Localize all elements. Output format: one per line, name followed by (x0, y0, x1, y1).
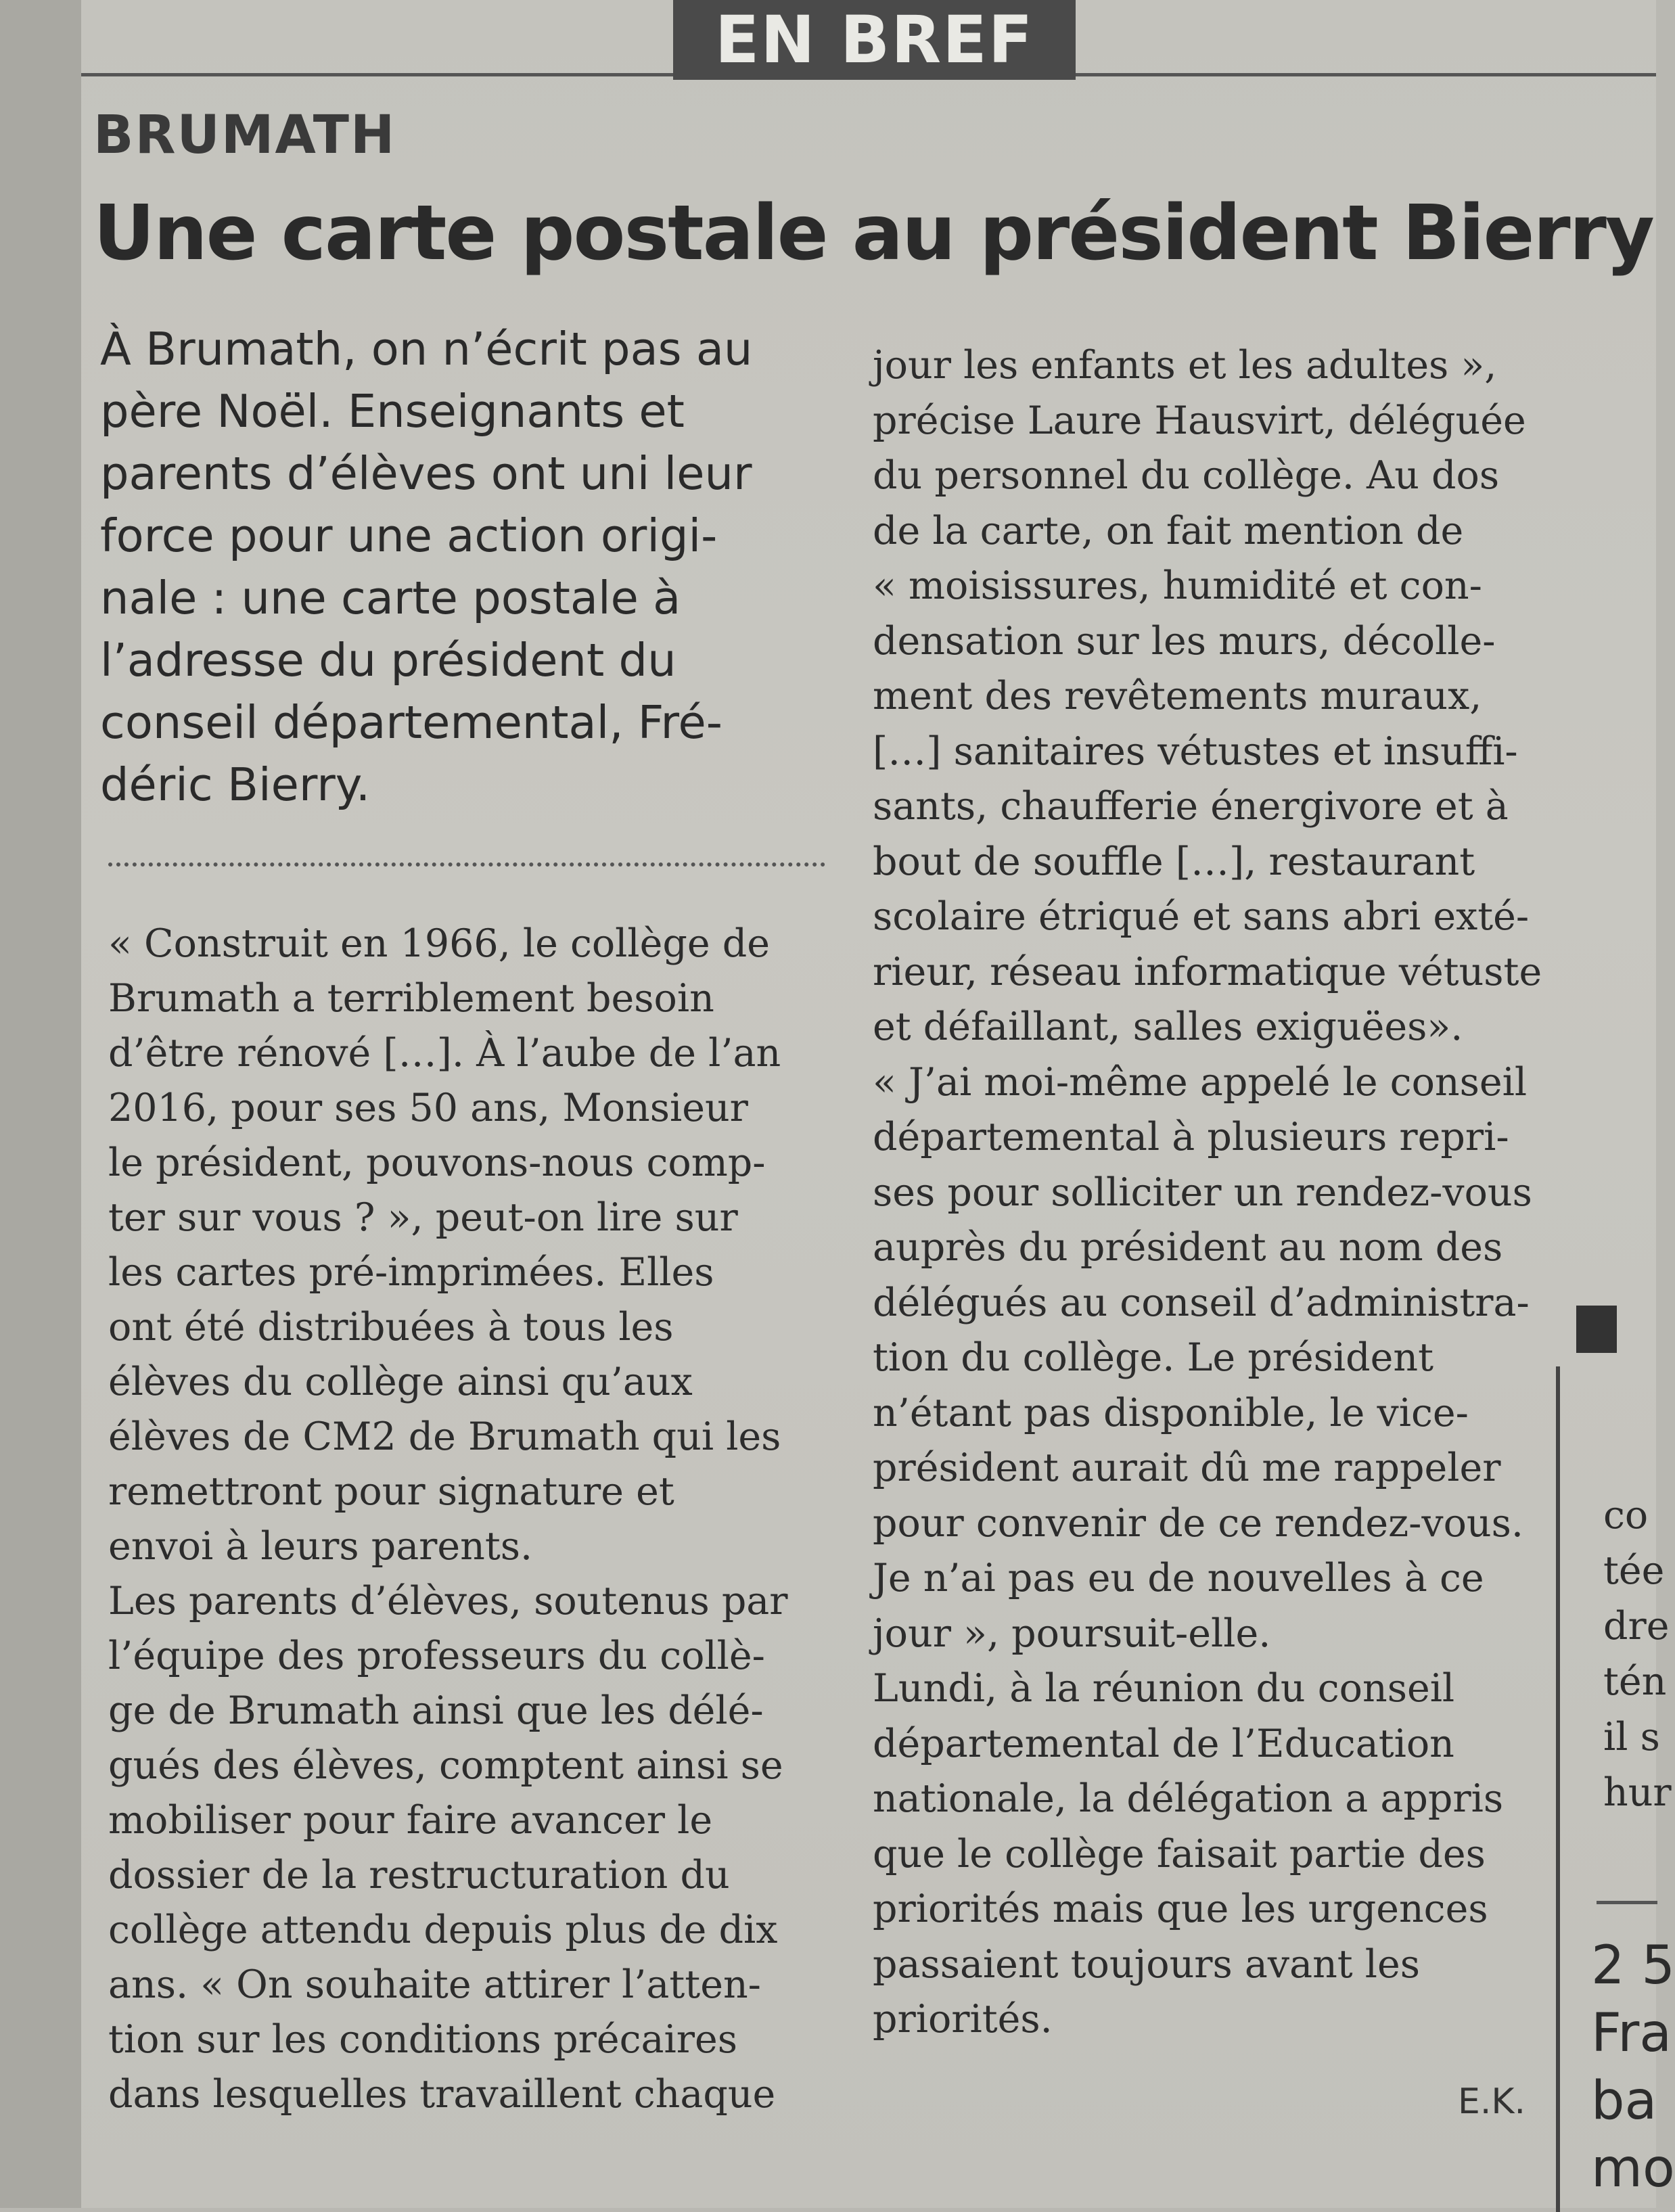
page-margin (0, 0, 81, 2208)
article-kicker: BRUMATH (93, 105, 396, 166)
author-initials: E.K. (1458, 2081, 1526, 2122)
adjacent-text-line: dre (1603, 1604, 1670, 1649)
dotted-divider (108, 862, 825, 867)
adjacent-headline-fragment (1576, 1306, 1617, 1353)
adjacent-heading-line: ba (1591, 2071, 1657, 2132)
adjacent-article-fragment (1556, 81, 1675, 2208)
body-right-text: jour les enfants et les adultes », précise Laure Hausvirt, déléguée du personnel du collège. Au dos de la carte, on fait mention de « moisissures, humidité et con- densation sur les murs, décolle- ment des revêtements muraux, […] sanitaires vétustes et insuffi- sants, chaufferie énergivore et à bout de souffle […], restaurant scolaire étriqué et sans abri exté- rieur, réseau informatique vétuste et défaillant, salles exiguëes». « J’ai moi-même appelé le conseil départemental à plusieurs repri- ses pour solliciter un rendez-vous auprès du président au nom des délégués au conseil d’administra- tion du collège. Le président n’étant pas disponible, le vice- président aurait dû me rappeler pour convenir de ce rendez-vous. Je n’ai pas eu de nouvelles à ce jour », poursuit-elle. Lundi, à la réunion du conseil départemental de l’Education nationale, la délégation a appris que le collège faisait partie des priorités mais que les urgences passaient toujours avant les priorités. (873, 343, 1542, 2042)
adjacent-heading-line: mo (1591, 2138, 1675, 2199)
article-headline: Une carte postale au président Bierry (93, 189, 1653, 277)
adjacent-text-line: tén (1603, 1659, 1667, 1704)
article-body-right-column (873, 338, 1597, 2048)
adjacent-text-line: co (1603, 1493, 1649, 1538)
adjacent-heading-line: Fra (1591, 2003, 1672, 2064)
adjacent-heading-line: 2 5 (1591, 1935, 1675, 1996)
section-tag: EN BREF (673, 0, 1076, 80)
lead-paragraph: À Brumath, on n’écrit pas au père Noël. Enseignants et parents d’élèves ont uni leur force pour une action origi- nale : une carte postale à l’adresse du président du conseil départemental, Fré- déric Bierry. (100, 323, 753, 811)
adjacent-text-line: hur (1603, 1770, 1672, 1815)
column-rule (1556, 1366, 1560, 2212)
article-lead (100, 318, 844, 816)
adjacent-rule (1597, 1901, 1657, 1904)
article-body-left-column (108, 917, 859, 2122)
body-left-text: « Construit en 1966, le collège de Brumath a terriblement besoin d’être rénové […]. À l’aube de l’an 2016, pour ses 50 ans, Monsieur le président, pouvons-nous comp- ter sur vous ? », peut-on lire sur les cartes pré-imprimées. Elles ont été distribuées à tous les élèves du collège ainsi qu’aux élèves de CM2 de Brumath qui les remettront pour signature et envoi à leurs parents. Les parents d’élèves, soutenus par l’équipe des professeurs du collè- ge de Brumath ainsi que les délé- gués des élèves, comptent ainsi se mobiliser pour faire avancer le dossier de la restructuration du collège attendu depuis plus de dix ans. « On souhaite attirer l’atten- tion sur les conditions précaires dans lesquelles travaillent chaque (108, 921, 788, 2117)
adjacent-text-line: tée (1603, 1548, 1665, 1593)
adjacent-text-line: il s (1603, 1715, 1660, 1759)
